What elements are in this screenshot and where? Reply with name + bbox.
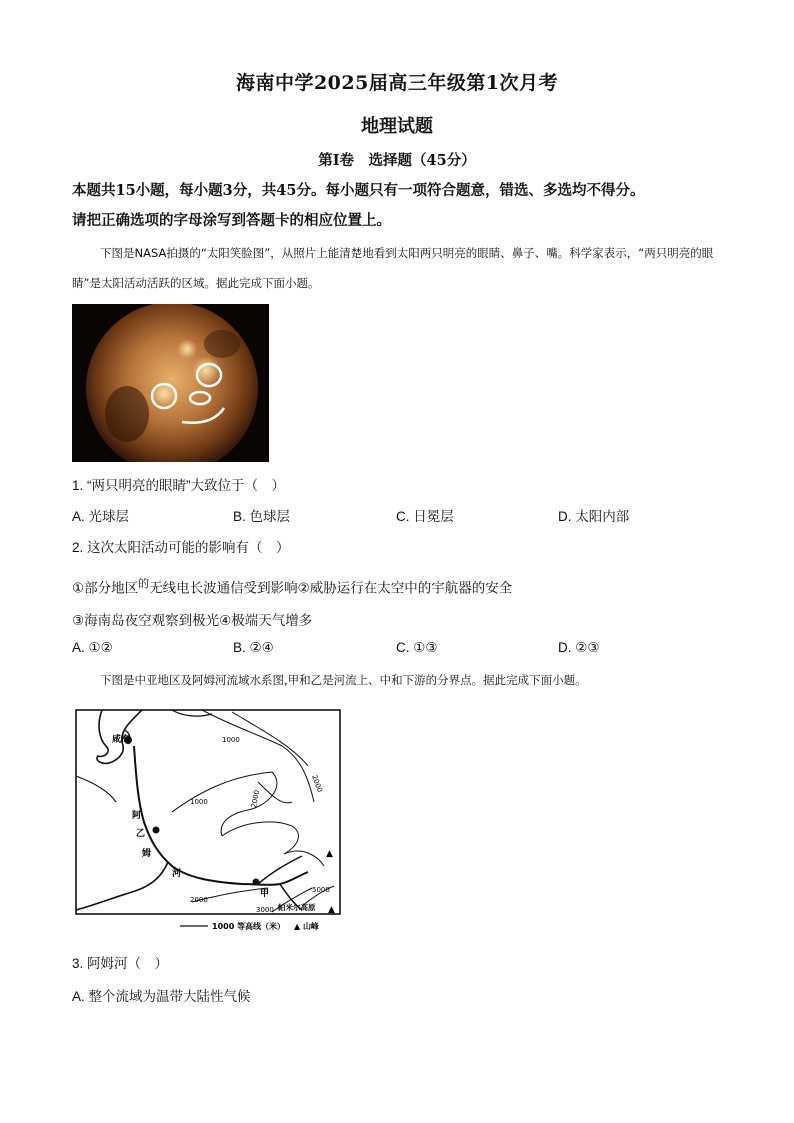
sun-smiley-photo (72, 304, 269, 462)
question-1-stem: 1. “两只明亮的眼睛”大致位于（ ） (72, 478, 286, 493)
instructions-line-1: 本题共15小题，每小题3分，共45分。每小题只有一项符合题意，错选、多选均不得分。 (72, 182, 645, 199)
legend-peak-label: ▲ 山峰 (294, 922, 319, 931)
label-sea: 咸海 (112, 735, 131, 745)
q2-statement-line-2: ③海南岛夜空观察到极光④极端天气增多 (72, 613, 313, 628)
question-3-stem: 3. 阿姆河（ ） (72, 956, 169, 971)
contour-label-5: 2000 (190, 896, 208, 904)
sun-disk (86, 304, 258, 462)
contour-label-7: 5000 (312, 886, 330, 894)
peak-icon: ▲ (326, 849, 333, 859)
q3-option-a[interactable]: A. 整个流域为温带大陆性气候 (72, 989, 251, 1004)
q1-option-a[interactable]: A. 光球层 (72, 509, 130, 524)
q2-option-c[interactable]: C. ①③ (396, 640, 438, 655)
q2-line1-part-b: 无线电长波通信受到影响②威胁运行在太空中的宇航器的安全 (149, 580, 513, 596)
map-svg (72, 706, 344, 932)
q2-statement-line-1 (72, 575, 512, 597)
q2-option-b[interactable]: B. ②④ (233, 640, 274, 655)
contour-label-1: 1000 (222, 736, 240, 744)
contour-label-2: 2000 (310, 773, 324, 794)
contour-label-6: 3000 (256, 906, 274, 914)
q2-option-d[interactable]: D. ②③ (558, 640, 600, 655)
contour-label-4: 2000 (250, 789, 262, 809)
label-point-jia: 甲 (260, 889, 270, 899)
point-yi-marker (153, 827, 160, 834)
q2-option-a[interactable]: A. ①② (72, 640, 113, 655)
instructions-line-2: 请把正确选项的字母涂写到答题卡的相应位置上。 (72, 212, 391, 229)
exam-title: 海南中学2025届高三年级第1次月考 (235, 72, 559, 94)
legend-contour-label: 1000 等高线（米） (212, 922, 286, 931)
amu-darya-map (72, 706, 344, 932)
label-plateau: 帕米尔高原 (278, 903, 316, 912)
q1-option-d[interactable]: D. 太阳内部 (558, 509, 630, 524)
sun-image-svg (72, 304, 269, 462)
point-jia-marker (253, 879, 260, 886)
q2-line1-sup: 的 (138, 578, 150, 590)
q1-option-c[interactable]: C. 日冕层 (396, 509, 454, 524)
label-river-3: 河 (172, 869, 182, 879)
label-river-2: 姆 (142, 849, 152, 859)
label-river-1: 阿 (132, 811, 142, 821)
passage-2: 下图是中亚地区及阿姆河流域水系图,甲和乙是河流上、中和下游的分界点。据此完成下面小题。 (100, 673, 587, 687)
peak-icon-2: ▲ (328, 905, 335, 915)
label-point-yi: 乙 (136, 829, 146, 839)
question-2-stem: 2. 这次太阳活动可能的影响有（ ） (72, 540, 290, 555)
section-heading: 第Ⅰ卷 选择题（45分） (318, 152, 476, 169)
passage-1: 下图是NASA拍摄的“太阳笑脸图”，从照片上能清楚地看到太阳两只明亮的眼睛、鼻子、嘴。科学家表示，“两只明亮的眼睛”是太阳活动活跃的区域。据此完成下面小题。 (72, 246, 714, 290)
q2-line1-part-a: ①部分地区 (72, 580, 139, 596)
contour-label-3: 1000 (190, 798, 208, 806)
exam-subject: 地理试题 (361, 116, 433, 137)
q1-option-b[interactable]: B. 色球层 (233, 509, 291, 524)
